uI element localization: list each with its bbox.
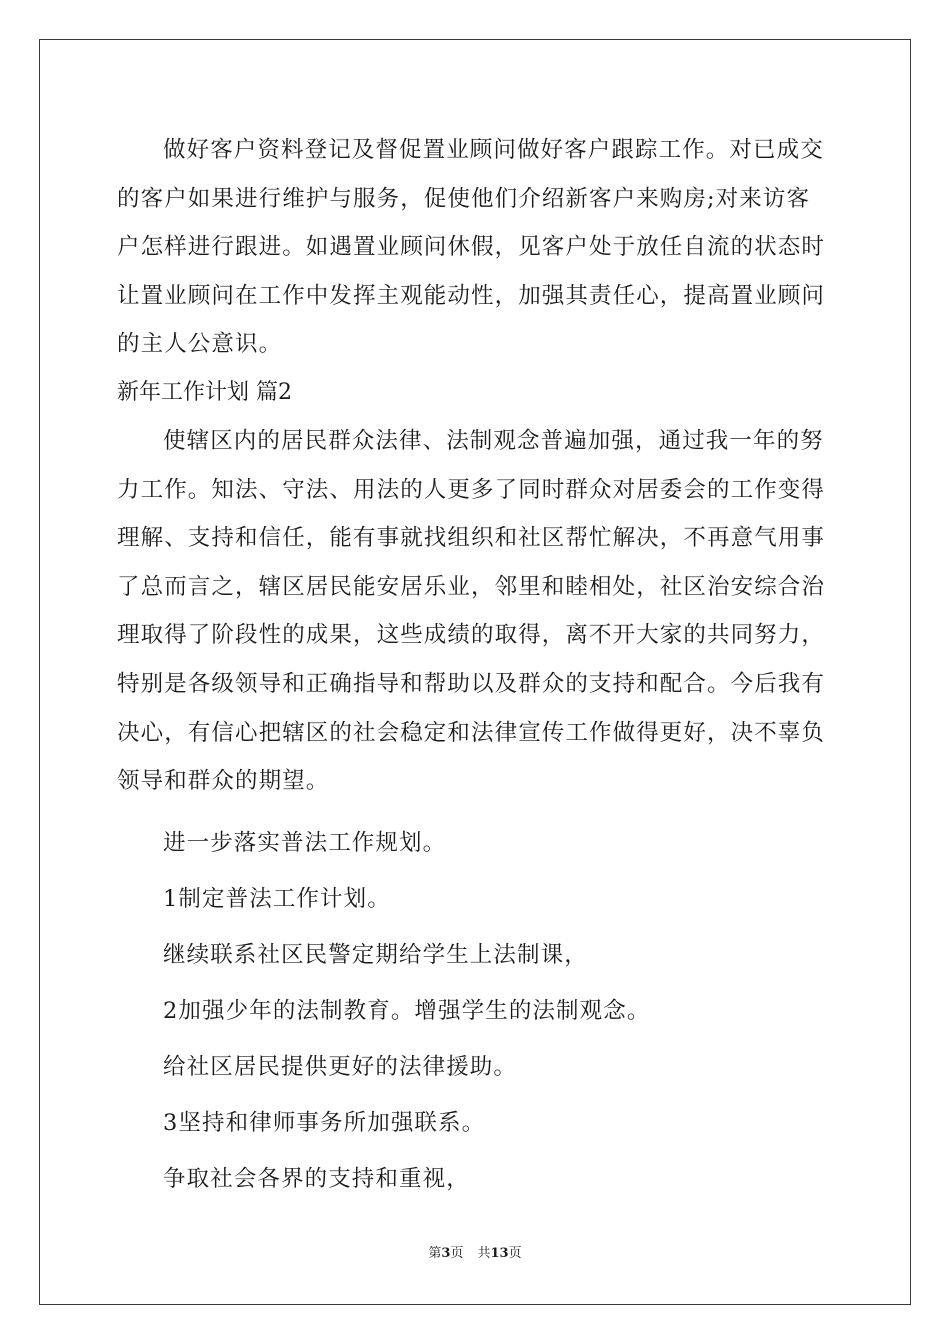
paragraph-line: 理取得了阶段性的成果，这些成绩的取得，离不开大家的共同努力，: [117, 622, 826, 649]
paragraph-line: 了总而言之，辖区居民能安居乐业，邻里和睦相处，社区治安综合治: [117, 573, 826, 600]
paragraph-line: 领导和群众的期望。: [117, 768, 330, 795]
paragraph-line: 决心，有信心把辖区的社会稳定和法律宣传工作做得更好，决不辜负: [117, 719, 826, 746]
list-item: 进一步落实普法工作规划。: [163, 829, 447, 856]
page-total: 共13页: [477, 1246, 522, 1261]
section-heading: 新年工作计划 篇2: [117, 379, 292, 405]
paragraph-line: 理解、支持和信任，能有事就找组织和社区帮忙解决，不再意气用事: [117, 525, 826, 552]
paragraph-line: 的客户如果进行维护与服务，促使他们介绍新客户来购房;对来访客: [117, 185, 811, 212]
list-item: 继续联系社区民警定期给学生上法制课，: [163, 941, 588, 968]
paragraph-line: 特别是各级领导和正确指导和帮助以及群众的支持和配合。今后我有: [117, 670, 826, 697]
paragraph-line: 让置业顾问在工作中发挥主观能动性，加强其责任心，提高置业顾问: [117, 282, 826, 309]
paragraph-1: [117, 126, 833, 369]
list-item: 2加强少年的法制教育。增强学生的法制观念。: [163, 997, 651, 1024]
list-item: 给社区居民提供更好的法律援助。: [163, 1053, 518, 1080]
paragraph-line: 的主人公意识。: [117, 331, 283, 358]
document-body: [117, 126, 833, 1204]
plan-items: [117, 818, 833, 1204]
list-item: 3坚持和律师事务所加强联系。: [163, 1109, 486, 1136]
list-item: 争取社会各界的支持和重视，: [163, 1165, 470, 1192]
paragraph-line: 户怎样进行跟进。如遇置业顾问休假，见客户处于放任自流的状态时: [117, 234, 826, 261]
page-number: 第3页: [428, 1246, 464, 1261]
paragraph-line: 做好客户资料登记及督促置业顾问做好客户跟踪工作。对已成交: [163, 137, 824, 163]
list-item: 1制定普法工作计划。: [163, 885, 391, 912]
page-footer: [0, 1245, 950, 1263]
paragraph-2: [117, 417, 833, 806]
paragraph-line: 使辖区内的居民群众法律、法制观念普遍加强，通过我一年的努: [163, 427, 824, 454]
paragraph-line: 力工作。知法、守法、用法的人更多了同时群众对居委会的工作变得: [117, 476, 826, 503]
